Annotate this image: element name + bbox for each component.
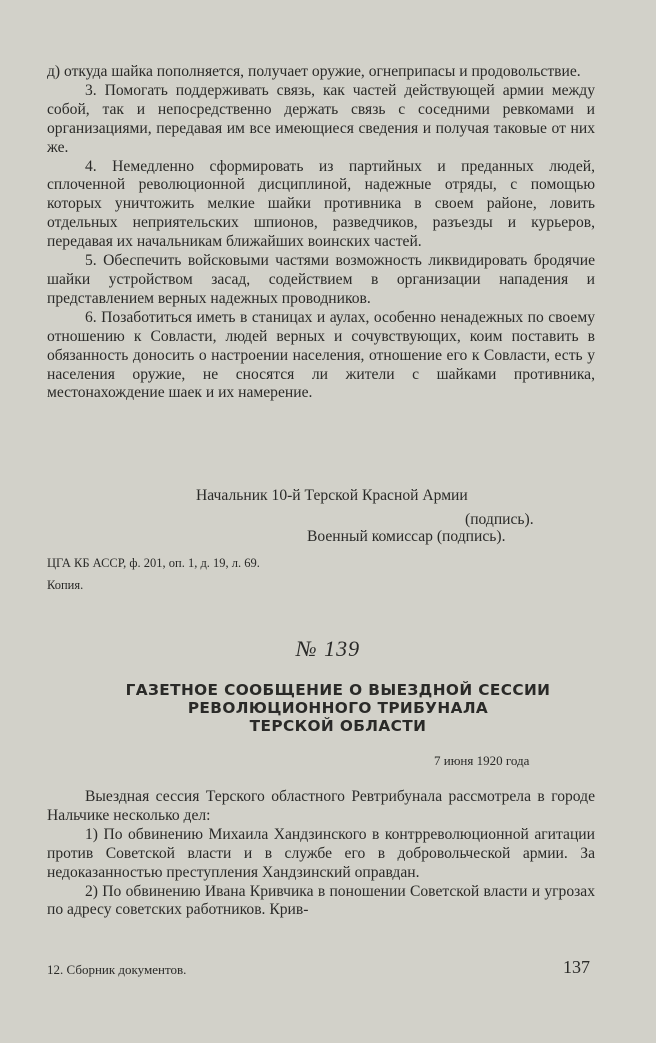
paragraph-d-item: д) откуда шайка пополняется, получает оружие, огнеприпасы и продовольствие. <box>47 63 581 80</box>
heading-line-2: РЕВОЛЮЦИОННОГО ТРИБУНАЛА <box>187 699 489 717</box>
copy-note: Копия. <box>47 578 84 592</box>
paragraph-case-1: 1) По обвинению Михаила Хандзинского в контрреволюционной агитации против Советской власти и в службе его в добровольческой армии. За недоказанностью преступления Хандзинский оправдан. <box>47 825 595 881</box>
page-number: 137 <box>563 957 590 977</box>
signature-commander-sign: (подпись). <box>465 511 534 528</box>
archive-reference: ЦГА КБ АССР, ф. 201, оп. 1, д. 19, л. 69. <box>47 556 260 570</box>
signature-commander-title: Начальник 10-й Терской Красной Армии <box>196 487 468 504</box>
paragraph-item-6: 6. Позаботиться иметь в станицах и аулах, особенно ненадежных по своему отношению к Совласти, людей верных и сочувствующих, коим поставить в обязанность доносить о настроении населения, отношение его к Совласти, есть у населения оружие, не сносятся ли жители с шайками противника, местонахождение шаек и их намерение. <box>47 308 595 402</box>
paragraph-intro: Выездная сессия Терского областного Ревтрибунала рассмотрела в городе Нальчике несколько дел: <box>47 788 595 824</box>
heading-line-1: ГАЗЕТНОЕ СООБЩЕНИЕ О ВЫЕЗДНОЙ СЕССИИ <box>125 681 551 699</box>
footer-collection: 12. Сборник документов. <box>47 962 187 977</box>
paragraph-case-2: 2) По обвинению Ивана Кривчика в поношении Советской власти и угрозах по адресу советских работников. Крив- <box>47 882 595 919</box>
paragraph-item-5: 5. Обеспечить войсковыми частями возможность ликвидировать бродячие шайки устройством засад, содействием в организации нападения и представлением верных надежных проводников. <box>47 252 595 307</box>
document-heading <box>60 681 616 735</box>
document-date: 7 июня 1920 года <box>434 753 530 768</box>
paragraph-item-3: 3. Помогать поддерживать связь, как частей действующей армии между собой, так и непосредственно держать связь с соседними ревкомами и организациями, передавая им все имеющиеся сведения и получая таковые от них же. <box>47 81 595 156</box>
bottom-text-block <box>47 788 595 920</box>
top-text-block <box>47 63 595 403</box>
heading-line-3: ТЕРСКОЙ ОБЛАСТИ <box>249 717 427 735</box>
paragraph-item-4: 4. Немедленно сформировать из партийных и преданных людей, сплоченной революционной дисциплиной, надежные отряды, с помощью которых уничтожить мелкие шайки противника в своем районе, ловить отдельных неприятельских шпионов, разведчиков, разъезды и курьеров, передавая их начальникам ближайших воинских частей. <box>47 157 595 251</box>
document-number: № 139 <box>295 636 361 661</box>
signature-commissar: Военный комиссар (подпись). <box>307 528 506 545</box>
